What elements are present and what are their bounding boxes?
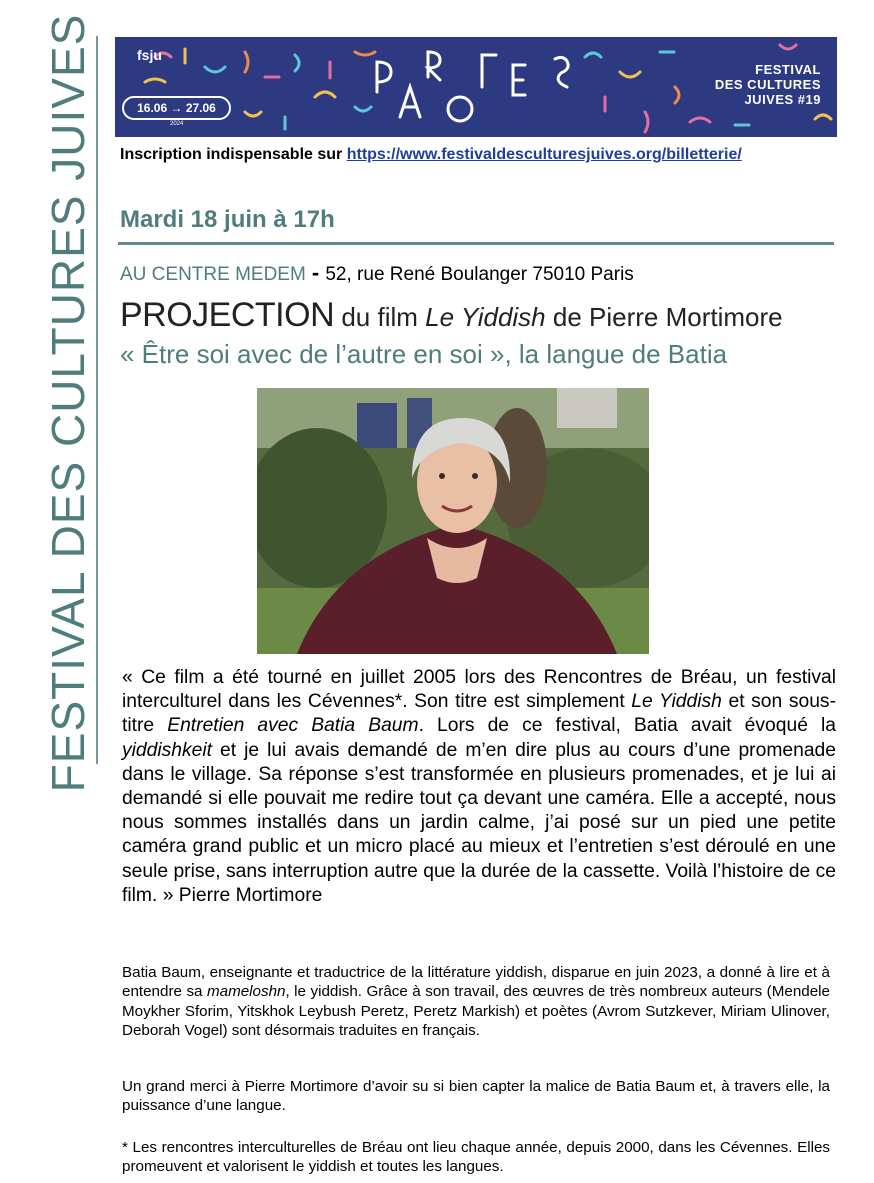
bio-part: Batia Baum, enseignante et traductrice de la littérature yiddish, disparue en juin 2023, a donné à lire et à entendre sa	[122, 964, 830, 1001]
footnote: * Les rencontres interculturelles de Bréau ont lieu chaque année, depuis 2000, dans les Cévennes. Elles promeuvent et valorisent le yiddish et toutes les langues.	[122, 1139, 830, 1176]
projection-post: de Pierre Mortimore	[545, 302, 783, 332]
date-divider	[118, 242, 834, 245]
quote-part: . Lors de ce festival, Batia avait évoqué la	[418, 715, 837, 737]
projection-pre: du film	[334, 302, 426, 332]
festival-line-1: FESTIVAL	[755, 62, 821, 77]
bio-italic: mameloshn	[206, 983, 286, 1001]
film-title: Le Yiddish	[425, 302, 546, 332]
film-subtitle: « Être soi avec de l’autre en soi », la langue de Batia	[120, 339, 728, 369]
quote-italic: Le Yiddish	[631, 691, 722, 713]
inscription-line	[120, 146, 742, 164]
quote-part: « Ce film a été tourné en juillet 2005 lors des Rencontres de Bréau, un festival interculturel dans les Cévennes*. Son titre est simplement	[122, 667, 836, 713]
photo-illustration	[257, 388, 649, 654]
festival-edition	[715, 62, 821, 107]
venue-name: AU CENTRE MEDEM	[120, 264, 306, 285]
quote-part: et je lui avais demandé de m’en dire plus au cours d’une promenade dans le village. Sa réponse s’est transformée en plusieurs promenades, et je lui ai demandé si elle pouvait me redire tout ça devant une caméra. Elle a accepté, nous nous sommes installés dans un jardin calme, j’ai posé sur un pied une petite caméra grand public et un micro placé au mieux et l’entretien s’est déroulé en une seule prise, sans interruption autre que la durée de la cassette. Voilà l’histoire de ce film. » Pierre Mortimore	[122, 739, 836, 906]
festival-line-3: JUIVES #19	[744, 92, 821, 107]
director-quote	[122, 666, 836, 908]
fsju-logo: fsju	[137, 47, 162, 63]
ticketing-link[interactable]: https://www.festivaldesculturesjuives.org/billetterie/	[346, 146, 742, 163]
projection-word: PROJECTION	[120, 296, 335, 334]
sidebar-title-wrap	[38, 13, 98, 793]
thanks-paragraph: Un grand merci à Pierre Mortimore d’avoir su si bien capter la malice de Batia Baum et, à travers elle, la puissance d’une langue.	[122, 1078, 830, 1115]
sidebar-divider	[96, 36, 98, 764]
venue-address: 52, rue René Boulanger 75010 Paris	[325, 264, 634, 285]
film-still-photo	[257, 388, 649, 654]
sidebar-title: FESTIVAL DES CULTURES JUIVES	[42, 13, 94, 793]
location-dash: -	[305, 260, 326, 285]
festival-line-2: DES CULTURES	[714, 77, 821, 92]
festival-banner	[115, 37, 837, 137]
bio-paragraph	[122, 963, 830, 1040]
inscription-label: Inscription indispensable sur	[120, 146, 347, 163]
quote-italic: yiddishkeit	[122, 739, 213, 761]
quote-italic: Entretien avec Batia Baum	[167, 715, 419, 737]
quote-part: et son sous-titre	[122, 691, 836, 737]
event-location	[120, 260, 634, 286]
festival-year: 2024	[170, 121, 184, 127]
event-date: Mardi 18 juin à 17h	[120, 206, 335, 233]
projection-heading	[120, 296, 783, 335]
festival-dates: 16.06 → 27.06	[122, 96, 231, 120]
bio-part: , le yiddish. Grâce à son travail, des œuvres de très nombreux auteurs (Mendele Moykher Sforim, Yitskhok Leybush Peretz, Peretz Markish) et poètes (Avrom Sutzkever, Miriam Ulinover, Deborah Vogel) sont désormais traduites en français.	[122, 983, 831, 1039]
